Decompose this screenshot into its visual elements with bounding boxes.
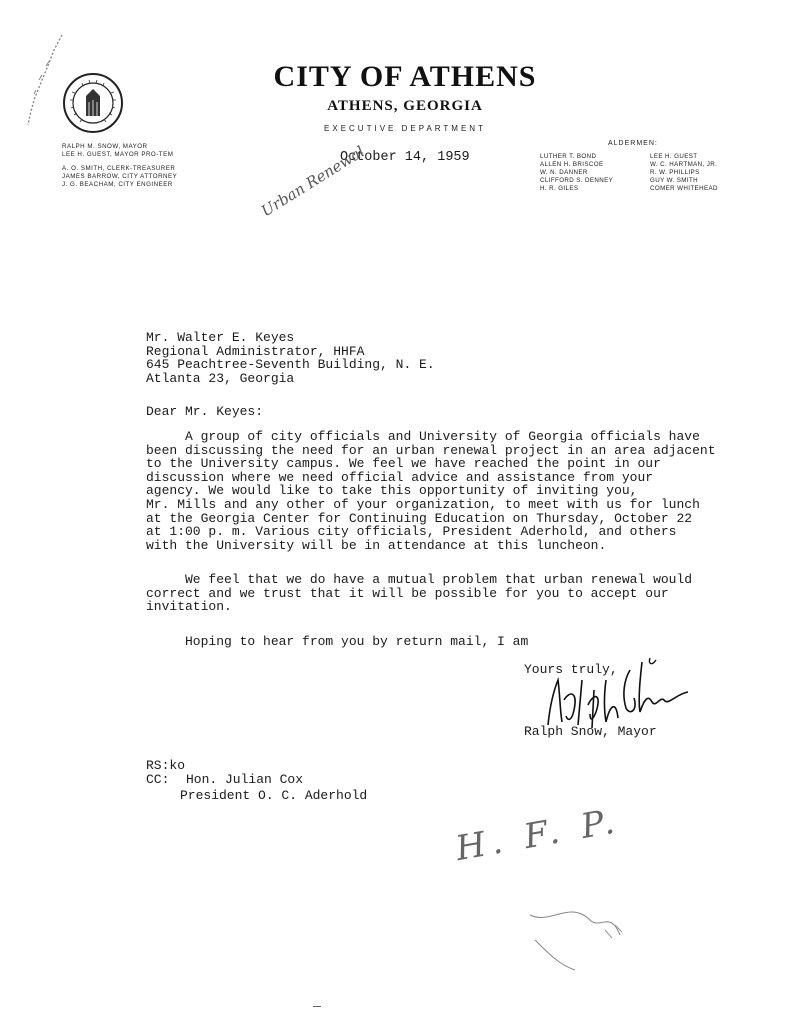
recipient-line: Atlanta 23, Georgia: [146, 370, 295, 386]
body-line: been discussing the need for an urban renewal project in an area adjacent: [146, 442, 716, 458]
pencil-scrawl-marks: [520, 880, 640, 980]
body-line: Mr. Mills and any other of your organization, to meet with us for lunch: [146, 496, 700, 512]
cc-label: CC:: [146, 772, 170, 787]
body-paragraph-2: [146, 573, 692, 614]
recipient-line: Regional Administrator, HHFA: [146, 343, 365, 359]
letterhead-title: CITY OF ATHENS: [273, 60, 537, 93]
recipient-line: Mr. Walter E. Keyes: [146, 330, 295, 345]
alderman-9: GUY W. SMITH: [650, 177, 698, 184]
alderman-6: LEE H. GUEST: [650, 153, 698, 160]
letter-date: October 14, 1959: [340, 150, 470, 165]
alderman-5: H. R. GILES: [540, 185, 579, 192]
cc-recipient-2: President O. C. Aderhold: [180, 788, 368, 803]
reference-initials: RS:ko: [146, 758, 186, 773]
scan-mark: [313, 1006, 321, 1007]
body-line: at 1:00 p. m. Various city officials, President Aderhold, and others: [146, 524, 677, 540]
body-line: at the Georgia Center for Continuing Education on Thursday, October 22: [146, 510, 693, 526]
body-line: agency. We would like to take this opportunity of inviting you,: [146, 483, 638, 499]
body-paragraph-1: [146, 430, 716, 552]
body-line: correct and we trust that it will be possible for you to accept our: [146, 585, 669, 601]
body-line: discussion where we need official advice and assistance from your: [146, 469, 654, 485]
aldermen-heading: ALDERMEN:: [608, 140, 658, 147]
alderman-10: COMER WHITEHEAD: [650, 185, 718, 192]
alderman-1: LUTHER T. BOND: [540, 153, 597, 160]
recipient-address: [146, 331, 435, 385]
alderman-8: R. W. PHILLIPS: [650, 169, 700, 176]
staff-clerk: A. O. SMITH, CLERK-TREASURER: [62, 165, 176, 172]
official-mayor: RALPH M. SNOW, MAYOR: [62, 143, 148, 150]
alderman-3: W. N. DANNER: [540, 169, 588, 176]
signer-name: Ralph Snow, Mayor: [524, 724, 657, 739]
alderman-2: ALLEN H. BRISCOE: [540, 161, 604, 168]
body-line: A group of city officials and University of Georgia officials have: [146, 429, 700, 444]
handwritten-signature: [530, 650, 700, 735]
alderman-4: CLIFFORD S. DENNEY: [540, 177, 614, 184]
letterhead-department: EXECUTIVE DEPARTMENT: [324, 124, 486, 133]
closing: Yours truly,: [524, 662, 618, 677]
staff-engineer: J. G. BEACHAM, CITY ENGINEER: [62, 181, 173, 188]
body-line: invitation.: [146, 599, 232, 615]
alderman-7: W. C. HARTMAN, JR.: [650, 161, 718, 168]
letterhead-subtitle: ATHENS, GEORGIA: [327, 98, 483, 114]
recipient-line: 645 Peachtree-Seventh Building, N. E.: [146, 357, 435, 373]
body-line: with the University will be in attendance at this luncheon.: [146, 537, 607, 553]
staff-attorney: JAMES BARROW, CITY ATTORNEY: [62, 173, 178, 180]
cc-recipient-1: Hon. Julian Cox: [186, 772, 304, 787]
body-line: to the University campus. We feel we have reached the point in our: [146, 456, 661, 472]
salutation: Dear Mr. Keyes:: [146, 404, 264, 419]
body-line: We feel that we do have a mutual problem that urban renewal would: [146, 572, 693, 587]
body-paragraph-3: Hoping to hear from you by return mail, I am: [146, 634, 529, 649]
city-seal-icon: [62, 72, 124, 134]
official-mayor-pro-tem: LEE H. GUEST, MAYOR PRO-TEM: [62, 151, 174, 158]
handwritten-annotation-top: Urban Renewal: [258, 142, 368, 221]
handwritten-annotation-bottom: H. F. P.: [452, 800, 624, 870]
